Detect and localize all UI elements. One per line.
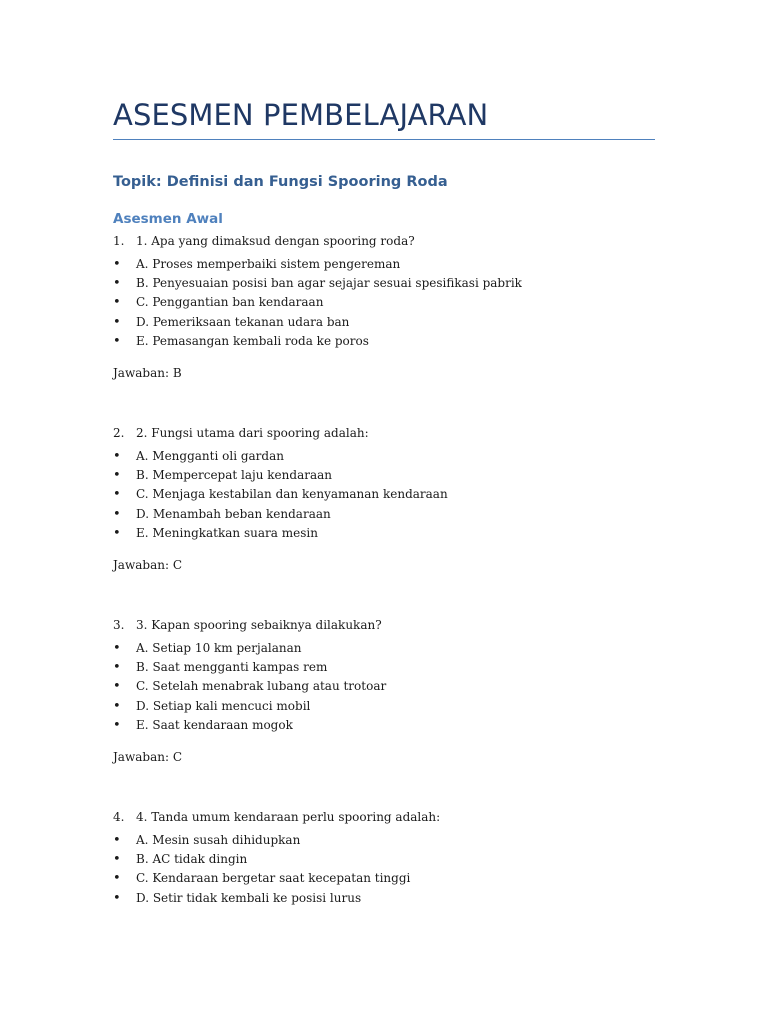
document-title: ASESMEN PEMBELAJARAN: [113, 98, 489, 132]
option-text: D. Menambah beban kendaraan: [136, 506, 331, 521]
question-number: 4.: [113, 810, 125, 824]
bullet-dot-icon: •: [113, 333, 121, 349]
option-text: A. Mengganti oli gardan: [136, 449, 284, 463]
section-heading: Asesmen Awal: [113, 211, 223, 227]
bullet-dot-icon: •: [113, 871, 121, 887]
bullet-dot-icon: •: [113, 257, 121, 272]
option-text: A. Mesin susah dihidupkan: [136, 833, 301, 847]
bullet-dot-icon: •: [113, 314, 121, 330]
question-text: 4. Tanda umum kendaraan perlu spooring adalah:: [136, 810, 441, 824]
option-text: B. Saat mengganti kampas rem: [136, 660, 328, 675]
option-text: C. Setelah menabrak lubang atau trotoar: [136, 679, 387, 694]
answer-text: Jawaban: C: [113, 750, 182, 764]
option-text: C. Menjaga kestabilan dan kenyamanan kendaraan: [136, 487, 448, 502]
bullet-dot-icon: •: [113, 276, 121, 292]
option-text: A. Proses memperbaiki sistem pengereman: [136, 257, 401, 271]
question-text: 3. Kapan spooring sebaiknya dilakukan?: [136, 618, 382, 632]
option-text: D. Pemeriksaan tekanan udara ban: [136, 314, 350, 329]
bullet-dot-icon: •: [113, 660, 121, 676]
bullet-dot-icon: •: [113, 487, 121, 503]
bullet-dot-icon: •: [113, 525, 121, 541]
bullet-dot-icon: •: [113, 506, 121, 522]
bullet-dot-icon: •: [113, 449, 121, 464]
option-text: A. Setiap 10 km perjalanan: [136, 641, 302, 655]
option-text: D. Setiap kali mencuci mobil: [136, 698, 311, 713]
bullet-dot-icon: •: [113, 833, 121, 848]
question-number: 3.: [113, 618, 125, 632]
bullet-dot-icon: •: [113, 852, 121, 868]
bullet-dot-icon: •: [113, 641, 121, 656]
question-number: 1.: [113, 234, 125, 248]
option-text: E. Pemasangan kembali roda ke poros: [136, 333, 369, 348]
option-text: E. Saat kendaraan mogok: [136, 717, 293, 732]
bullet-dot-icon: •: [113, 295, 121, 311]
option-text: C. Penggantian ban kendaraan: [136, 295, 324, 310]
answer-text: Jawaban: B: [113, 366, 182, 380]
option-text: E. Meningkatkan suara mesin: [136, 525, 318, 540]
question-text: 2. Fungsi utama dari spooring adalah:: [136, 426, 369, 440]
topic-heading: Topik: Definisi dan Fungsi Spooring Roda: [113, 174, 448, 190]
title-underline: [113, 139, 655, 140]
bullet-dot-icon: •: [113, 890, 121, 906]
question-number: 2.: [113, 426, 125, 440]
bullet-dot-icon: •: [113, 698, 121, 714]
option-text: D. Setir tidak kembali ke posisi lurus: [136, 890, 362, 905]
bullet-dot-icon: •: [113, 717, 121, 733]
answer-text: Jawaban: C: [113, 558, 182, 572]
option-text: B. Penyesuaian posisi ban agar sejajar sesuai spesifikasi pabrik: [136, 276, 522, 291]
bullet-dot-icon: •: [113, 679, 121, 695]
bullet-dot-icon: •: [113, 468, 121, 484]
option-text: B. AC tidak dingin: [136, 852, 248, 867]
option-text: C. Kendaraan bergetar saat kecepatan tinggi: [136, 871, 411, 886]
question-text: 1. Apa yang dimaksud dengan spooring roda?: [136, 234, 415, 248]
option-text: B. Mempercepat laju kendaraan: [136, 468, 332, 483]
